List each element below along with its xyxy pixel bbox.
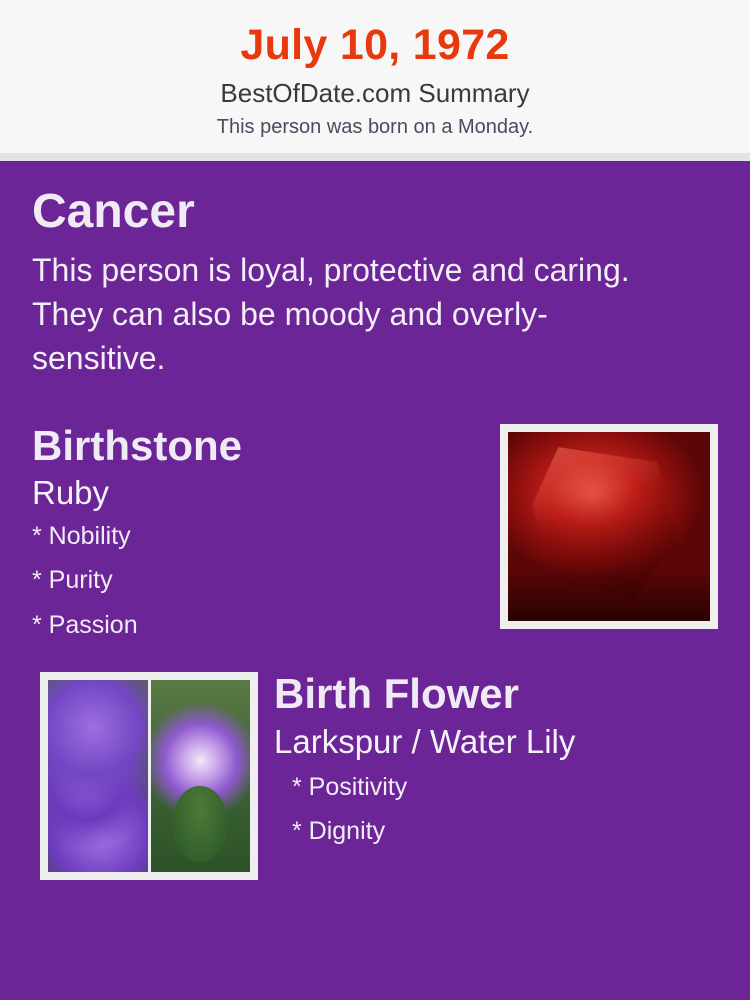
- zodiac-sign-title: Cancer: [32, 185, 195, 239]
- birth-day-note: This person was born on a Monday.: [216, 116, 534, 139]
- zodiac-description: This person is loyal, protective and caring. They can also be moody and overly-sensitive.: [32, 251, 630, 376]
- birth-flower-section: [32, 672, 718, 882]
- birth-flower-trait: * Dignity: [292, 817, 386, 846]
- birthstone-trait: * Purity: [32, 566, 113, 595]
- page-title: July 10, 1972: [240, 21, 510, 69]
- birth-flower-text: [274, 672, 718, 846]
- birthstone-name: Ruby: [32, 474, 110, 512]
- birthstone-section: [32, 424, 718, 644]
- card-body: [0, 161, 750, 1000]
- birth-flower-title: Birth Flower: [274, 670, 520, 718]
- site-summary-label: BestOfDate.com Summary: [220, 78, 530, 109]
- zodiac-section: [32, 187, 718, 380]
- birth-flower-name: Larkspur / Water Lily: [274, 723, 576, 761]
- ruby-gemstone-image: [508, 432, 710, 621]
- larkspur-flower-image: [48, 680, 148, 872]
- birthstone-text: [32, 424, 472, 639]
- card-header: [0, 0, 750, 161]
- birthstone-title: Birthstone: [32, 422, 242, 470]
- birth-flower-trait: * Positivity: [292, 772, 408, 801]
- birthstone-trait: * Passion: [32, 610, 138, 639]
- larkspur-water-lily-photo: [40, 672, 258, 880]
- birth-flower-traits: [292, 774, 718, 846]
- ruby-gemstone-photo: [500, 424, 718, 629]
- birthstone-trait: * Nobility: [32, 521, 131, 550]
- water-lily-flower-image: [151, 680, 251, 872]
